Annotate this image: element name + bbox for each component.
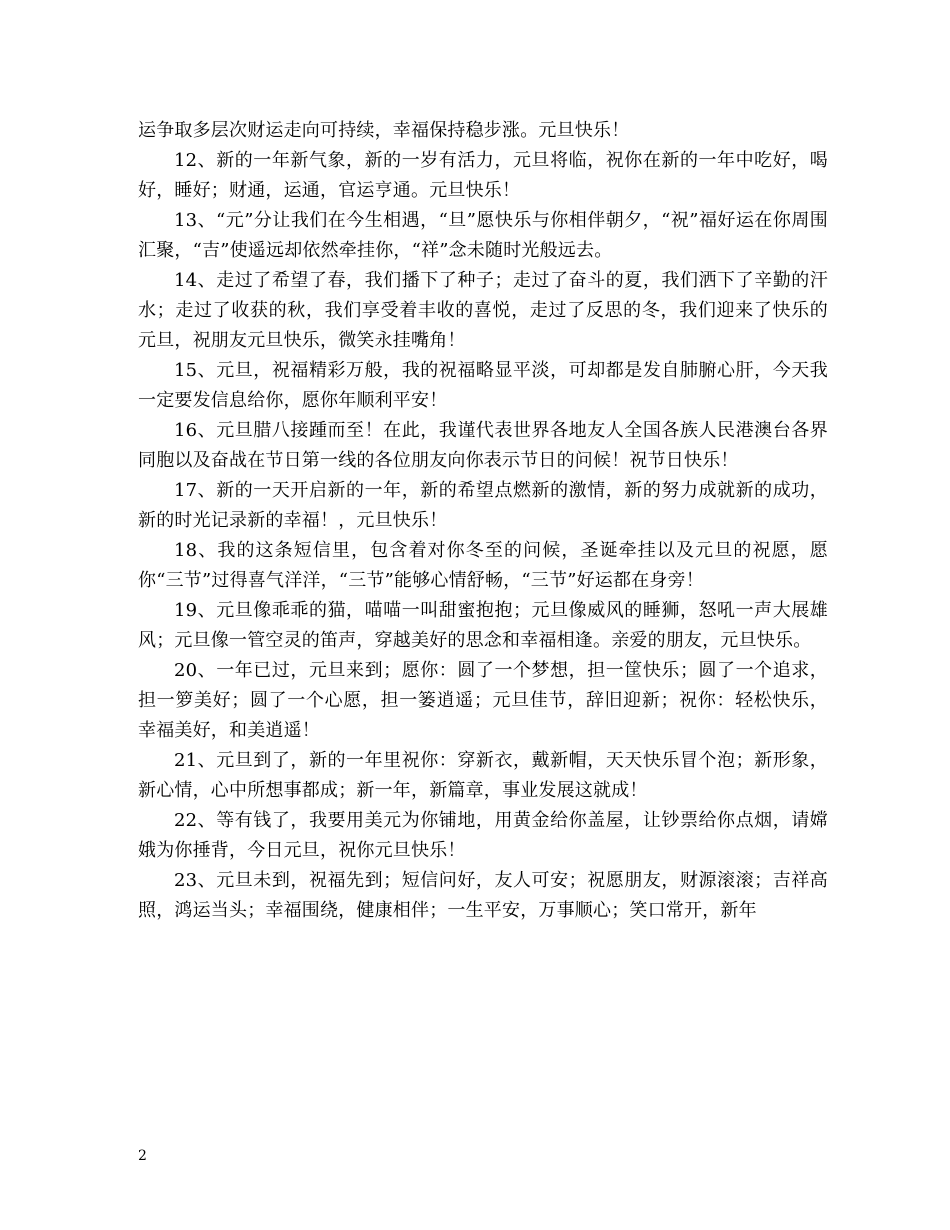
paragraph-16: 16、元旦腊八接踵而至！在此，我谨代表世界各地友人全国各族人民港澳台各界同胞以及奋战在节日第一线的各位朋友向你表示节日的问候！祝节日快乐！ (138, 420, 828, 471)
paragraph-17: 17、新的一天开启新的一年，新的希望点燃新的激情，新的努力成就新的成功，新的时光记录新的幸福！，元旦快乐！ (138, 480, 828, 531)
paragraph-continuation: 运争取多层次财运走向可持续，幸福保持稳步涨。元旦快乐！ (138, 120, 630, 141)
paragraph-18: 18、我的这条短信里，包含着对你冬至的问候，圣诞牵挂以及元旦的祝愿，愿你“三节”过得喜气洋洋，“三节”能够心情舒畅，“三节”好运都在身旁！ (138, 540, 828, 591)
paragraph-15: 15、元旦，祝福精彩万般，我的祝福略显平淡，可却都是发自肺腑心肝，今天我一定要发信息给你，愿你年顺利平安！ (138, 360, 828, 411)
document-body (138, 116, 828, 926)
paragraph-12: 12、新的一年新气象，新的一岁有活力，元旦将临，祝你在新的一年中吃好，喝好，睡好；财通，运通，官运亨通。元旦快乐！ (138, 150, 828, 201)
paragraph-22: 22、等有钱了，我要用美元为你铺地，用黄金给你盖屋，让钞票给你点烟，请嫦娥为你捶背，今日元旦，祝你元旦快乐！ (138, 810, 828, 861)
page-number: 2 (138, 1148, 147, 1164)
paragraph-23: 23、元旦未到，祝福先到；短信问好，友人可安；祝愿朋友，财源滚滚；吉祥高照，鸿运当头；幸福围绕，健康相伴；一生平安，万事顺心；笑口常开，新年 (138, 870, 828, 921)
paragraph-20: 20、一年已过，元旦来到；愿你：圆了一个梦想，担一筐快乐；圆了一个追求，担一箩美好；圆了一个心愿，担一篓逍遥；元旦佳节，辞旧迎新；祝你：轻松快乐，幸福美好，和美逍遥！ (138, 660, 828, 741)
paragraph-19: 19、元旦像乖乖的猫，喵喵一叫甜蜜抱抱；元旦像威风的睡狮，怒吼一声大展雄风；元旦像一管空灵的笛声，穿越美好的思念和幸福相逢。亲爱的朋友，元旦快乐。 (138, 600, 828, 651)
paragraph-21: 21、元旦到了，新的一年里祝你：穿新衣，戴新帽，天天快乐冒个泡；新形象，新心情，心中所想事都成；新一年，新篇章，事业发展这就成！ (138, 750, 828, 801)
paragraph-13: 13、“元”分让我们在今生相遇，“旦”愿快乐与你相伴朝夕，“祝”福好运在你周围汇聚，“吉”使遥远却依然牵挂你，“祥”念未随时光般远去。 (138, 210, 828, 261)
paragraph-14: 14、走过了希望了春，我们播下了种子；走过了奋斗的夏，我们洒下了辛勤的汗水；走过了收获的秋，我们享受着丰收的喜悦，走过了反思的冬，我们迎来了快乐的元旦，祝朋友元旦快乐，微笑永挂嘴角！ (138, 270, 828, 351)
